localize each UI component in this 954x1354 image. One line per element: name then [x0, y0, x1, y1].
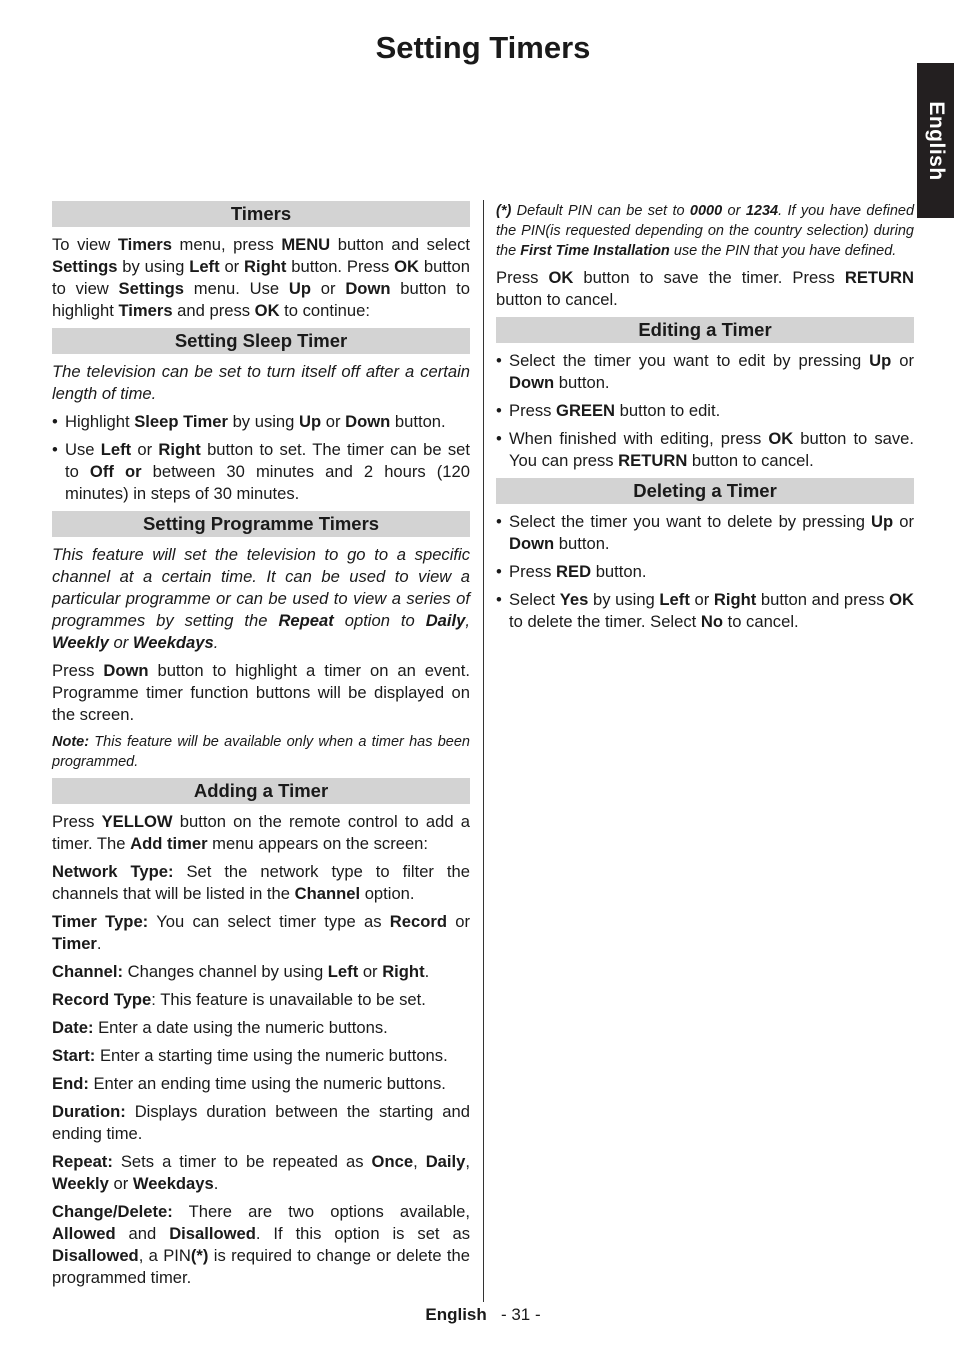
section-heading-adding-timer: Adding a Timer [52, 778, 470, 804]
adding-paragraph: Duration: Displays duration between the starting and ending time. [52, 1102, 470, 1143]
adding-paragraph: End: Enter an ending time using the numeric buttons. [52, 1074, 446, 1093]
page-title: Setting Timers [375, 30, 591, 65]
section-heading-sleep-timer: Setting Sleep Timer [52, 328, 470, 354]
list-item: • Press GREEN button to edit. [496, 400, 914, 422]
language-side-tab [917, 63, 954, 218]
section-heading-editing-timer: Editing a Timer [496, 317, 914, 343]
section-heading-programme-timers: Setting Programme Timers [52, 511, 470, 537]
list-item: • Select the timer you want to edit by pressing Up or Down button. [496, 350, 914, 394]
adding-paragraph: Network Type: Set the network type to filter the channels that will be listed in the Channel option. [52, 862, 470, 903]
footer-language: English [425, 1305, 487, 1324]
adding-paragraph: Start: Enter a starting time using the numeric buttons. [52, 1046, 448, 1065]
column-divider [483, 200, 484, 1302]
sleep-timer-intro: The television can be set to turn itself off after a certain length of time. [52, 362, 470, 403]
save-instructions: Press OK button to save the timer. Press RETURN button to cancel. [496, 268, 914, 309]
deleting-list [496, 511, 914, 633]
timers-body: To view Timers menu, press MENU button and select Settings by using Left or Right button. Press OK button to view Settings menu. Use Up or Down button to highlight Timers and press OK to continue: [52, 235, 471, 320]
section-heading-timers: Timers [52, 201, 470, 227]
programme-timers-body: Press Down button to highlight a timer on an event. Programme timer function buttons will be displayed on the screen. [52, 661, 471, 724]
list-item: • Select the timer you want to delete by pressing Up or Down button. [496, 511, 914, 555]
adding-paragraph: Change/Delete: There are two options available, Allowed and Disallowed. If this option is set as Disallowed, a PIN(*) is required to change or delete the programmed timer. [52, 1202, 470, 1287]
adding-paragraph: Channel: Changes channel by using Left or Right. [52, 962, 430, 981]
list-item: • Highlight Sleep Timer by using Up or Down button. [52, 411, 470, 433]
page-footer [0, 1305, 954, 1325]
sleep-timer-list [52, 411, 470, 505]
programme-timers-intro: This feature will set the television to go to a specific channel at a certain time. It can be used to view a particular programme or can be used to view a series of programmes by setting the Repeat option to Daily, Weekly or Weekdays. [52, 545, 470, 652]
adding-paragraph: Press YELLOW button on the remote control to add a timer. The Add timer menu appears on the screen: [52, 812, 470, 853]
list-item: • Use Left or Right button to set. The timer can be set to Off or between 30 minutes and 2 hours (120 minutes) in steps of 30 minutes. [52, 439, 470, 505]
pin-footnote: (*) Default PIN can be set to 0000 or 1234. If you have defined the PIN(is requested depending on the country selection) during the First Time Installation use the PIN that you have defined. [496, 203, 915, 259]
list-item: • Press RED button. [496, 561, 914, 583]
programme-timers-note: Note: This feature will be available only when a timer has been programmed. [52, 734, 470, 770]
left-column [52, 201, 470, 1295]
adding-paragraph: Timer Type: You can select timer type as Record or Timer. [52, 912, 470, 953]
adding-paragraph: Record Type: This feature is unavailable to be set. [52, 990, 426, 1009]
right-column [496, 201, 914, 639]
editing-list [496, 350, 914, 472]
adding-paragraph: Date: Enter a date using the numeric buttons. [52, 1018, 388, 1037]
language-tab-label: English [924, 100, 948, 181]
page-number: - 31 - [500, 1305, 541, 1324]
adding-paragraph: Repeat: Sets a timer to be repeated as Once, Daily, Weekly or Weekdays. [52, 1152, 470, 1193]
list-item: • Select Yes by using Left or Right button and press OK to delete the timer. Select No to cancel. [496, 589, 914, 633]
section-heading-deleting-timer: Deleting a Timer [496, 478, 914, 504]
list-item: • When finished with editing, press OK button to save. You can press RETURN button to cancel. [496, 428, 914, 472]
